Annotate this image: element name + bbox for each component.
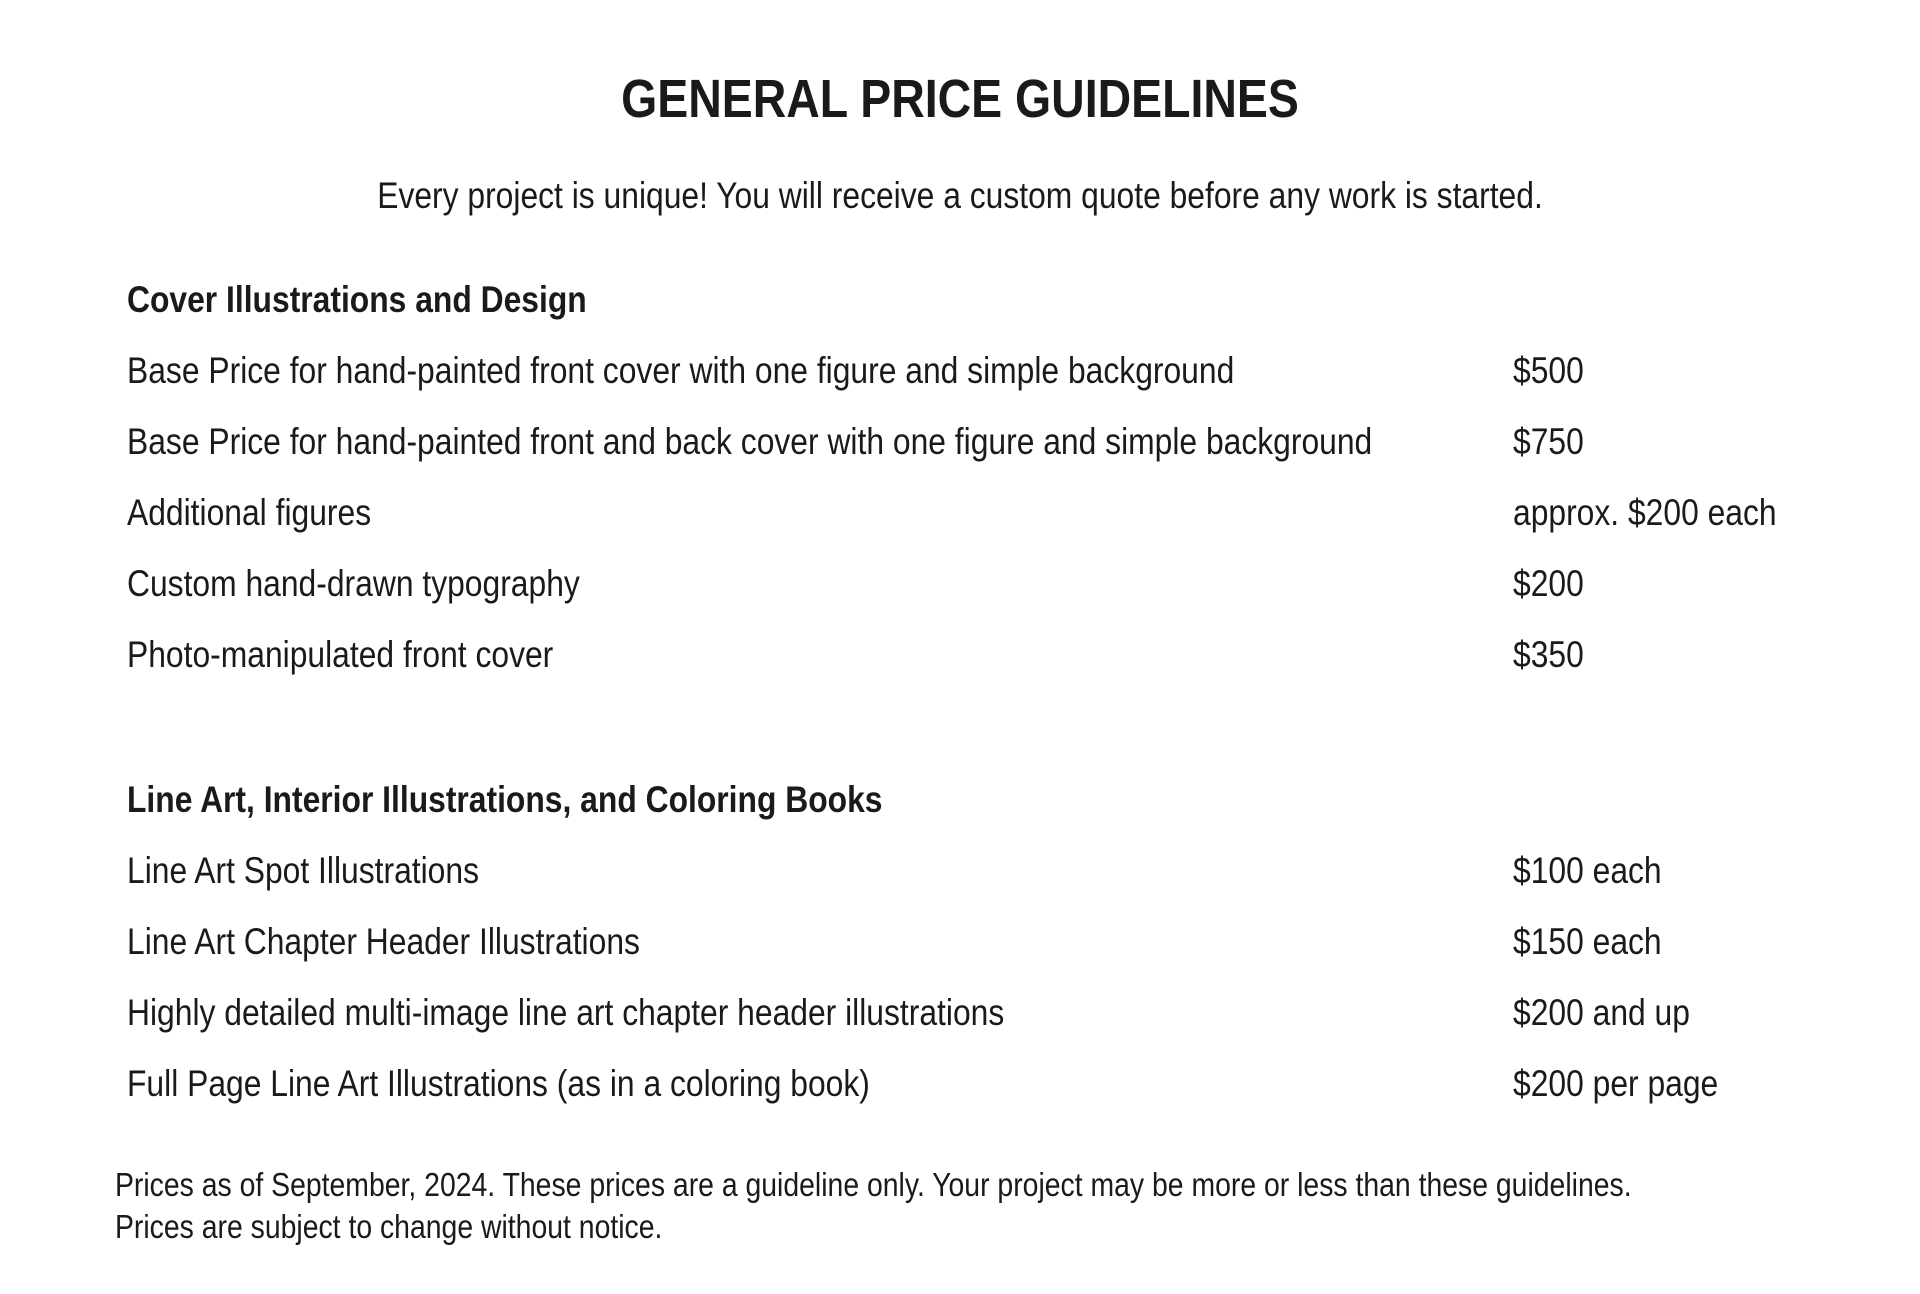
price-list [127,349,1827,704]
price-row [127,349,1827,420]
footer-line: Prices are subject to change without notice. [115,1208,663,1245]
price-row [127,420,1827,491]
item-label: Additional figures [127,492,372,533]
section-heading: Cover Illustrations and Design [127,279,587,320]
page-subtitle: Every project is unique! You will receive a custom quote before any work is started. [377,175,1543,216]
price-row [127,1062,1827,1133]
item-price: $350 [1513,634,1584,675]
price-row [127,562,1827,633]
item-price: $200 and up [1513,992,1690,1033]
footer-line: Prices as of September, 2024. These prices are a guideline only. Your project may be more or less than these guidelines. [115,1166,1632,1203]
item-label: Highly detailed multi-image line art chapter header illustrations [127,992,1005,1033]
item-label: Photo-manipulated front cover [127,634,554,675]
price-row [127,633,1827,704]
section-heading: Line Art, Interior Illustrations, and Coloring Books [127,779,883,820]
footer-disclaimer [115,1164,1654,1248]
item-price: $200 [1513,563,1584,604]
item-price: $200 per page [1513,1063,1719,1104]
price-list [127,849,1827,1133]
item-price: $100 each [1513,850,1662,891]
item-label: Line Art Spot Illustrations [127,850,479,891]
item-label: Line Art Chapter Header Illustrations [127,921,640,962]
item-label: Base Price for hand-painted front and back cover with one figure and simple background [127,421,1373,462]
item-price: approx. $200 each [1513,492,1777,533]
page-title: GENERAL PRICE GUIDELINES [621,69,1299,129]
price-row [127,849,1827,920]
price-row [127,920,1827,991]
section-cover-illustrations [127,278,1827,704]
item-price: $150 each [1513,921,1662,962]
price-row [127,491,1827,562]
price-row [127,991,1827,1062]
section-line-art [127,778,1827,1133]
item-price: $500 [1513,350,1584,391]
item-label: Custom hand-drawn typography [127,563,580,604]
item-label: Base Price for hand-painted front cover with one figure and simple background [127,350,1235,391]
item-price: $750 [1513,421,1584,462]
item-label: Full Page Line Art Illustrations (as in a coloring book) [127,1063,870,1104]
